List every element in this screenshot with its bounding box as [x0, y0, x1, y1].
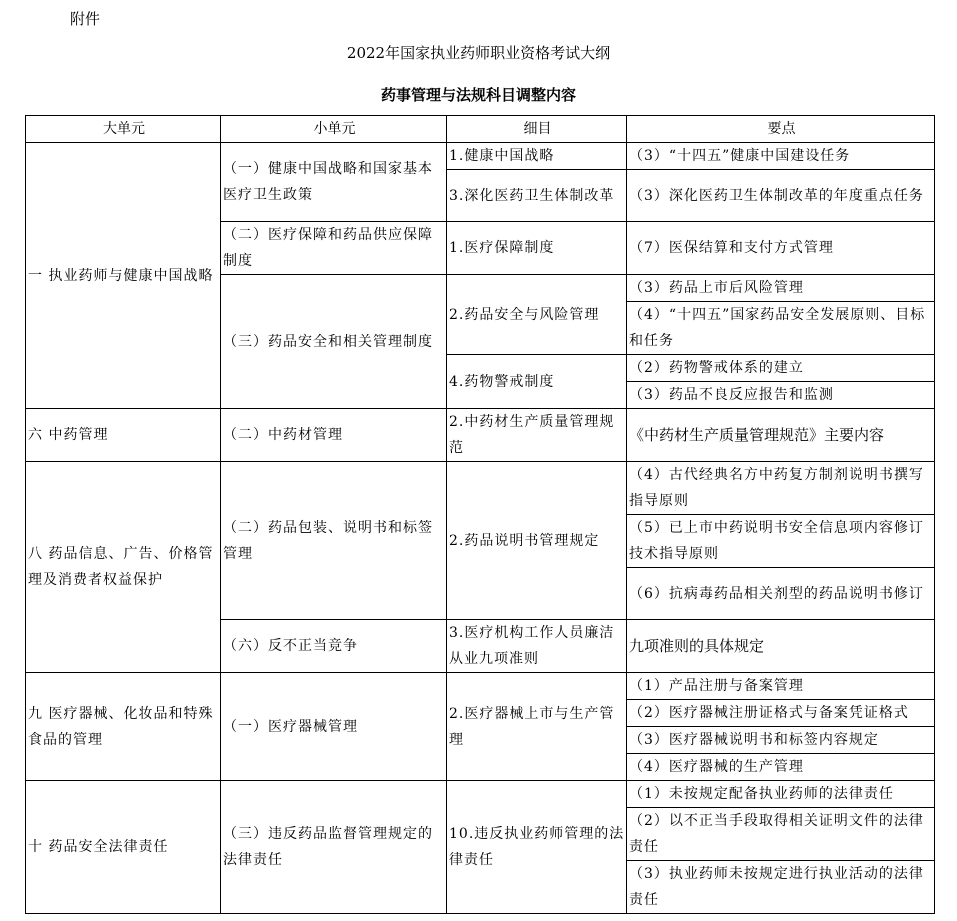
point-cell: （1）未按规定配备执业药师的法律责任	[627, 781, 935, 808]
point-cell: （7）医保结算和支付方式管理	[627, 222, 935, 275]
point-cell: （2）以不正当手段取得相关证明文件的法律责任	[627, 808, 935, 861]
item-cell: 1.健康中国战略	[447, 143, 627, 170]
syllabus-table	[25, 115, 935, 914]
table-row	[26, 143, 935, 170]
document-title: 2022年国家执业药师职业资格考试大纲	[346, 44, 611, 62]
item-cell: 3.医疗机构工作人员廉洁从业九项准则	[447, 620, 627, 673]
point-cell: （3）药品上市后风险管理	[627, 275, 935, 302]
table-row	[26, 462, 935, 515]
table-row	[26, 781, 935, 808]
unit-cell: 九 医疗器械、化妆品和特殊食品的管理	[26, 673, 221, 781]
unit-cell: 六 中药管理	[26, 409, 221, 462]
attachment-label: 附件	[70, 10, 101, 28]
subunit-cell: （一）医疗器械管理	[221, 673, 447, 781]
point-cell: （3）医疗器械说明书和标签内容规定	[627, 727, 935, 754]
subunit-cell: （一）健康中国战略和国家基本医疗卫生政策	[221, 143, 447, 222]
item-cell: 1.医疗保障制度	[447, 222, 627, 275]
point-cell: （5）已上市中药说明书安全信息项内容修订技术指导原则	[627, 515, 935, 568]
point-cell: （3）执业药师未按规定进行执业活动的法律责任	[627, 861, 935, 914]
point-cell: 《中药材生产质量管理规范》主要内容	[627, 409, 935, 462]
table-row	[26, 673, 935, 700]
item-cell: 2.中药材生产质量管理规范	[447, 409, 627, 462]
item-cell: 2.药品安全与风险管理	[447, 275, 627, 355]
header-cell: 小单元	[221, 116, 447, 143]
point-cell: 九项准则的具体规定	[627, 620, 935, 673]
item-cell: 2.医疗器械上市与生产管理	[447, 673, 627, 781]
point-cell: （3）深化医药卫生体制改革的年度重点任务	[627, 170, 935, 222]
point-cell: （4）古代经典名方中药复方制剂说明书撰写指导原则	[627, 462, 935, 515]
point-cell: （2）医疗器械注册证格式与备案凭证格式	[627, 700, 935, 727]
item-cell: 3.深化医药卫生体制改革	[447, 170, 627, 222]
point-cell: （4）“十四五”国家药品安全发展原则、目标和任务	[627, 302, 935, 355]
subunit-cell: （六）反不正当竞争	[221, 620, 447, 673]
point-cell: （4）医疗器械的生产管理	[627, 754, 935, 781]
subunit-cell: （三）药品安全和相关管理制度	[221, 275, 447, 409]
header-cell: 细目	[447, 116, 627, 143]
point-cell: （1）产品注册与备案管理	[627, 673, 935, 700]
table-header-row	[26, 116, 935, 143]
point-cell: （3）“十四五”健康中国建设任务	[627, 143, 935, 170]
document-subtitle: 药事管理与法规科目调整内容	[380, 86, 576, 104]
unit-cell: 十 药品安全法律责任	[26, 781, 221, 914]
subunit-cell: （二）医疗保障和药品供应保障制度	[221, 222, 447, 275]
point-cell: （3）药品不良反应报告和监测	[627, 382, 935, 409]
subunit-cell: （二）药品包装、说明书和标签管理	[221, 462, 447, 620]
subunit-cell: （二）中药材管理	[221, 409, 447, 462]
item-cell: 10.违反执业药师管理的法律责任	[447, 781, 627, 914]
header-cell: 要点	[627, 116, 935, 143]
point-cell: （2）药物警戒体系的建立	[627, 355, 935, 382]
unit-cell: 八 药品信息、广告、价格管理及消费者权益保护	[26, 462, 221, 673]
header-cell: 大单元	[26, 116, 221, 143]
unit-cell: 一 执业药师与健康中国战略	[26, 143, 221, 409]
item-cell: 2.药品说明书管理规定	[447, 462, 627, 620]
subunit-cell: （三）违反药品监督管理规定的法律责任	[221, 781, 447, 914]
point-cell: （6）抗病毒药品相关剂型的药品说明书修订	[627, 568, 935, 620]
item-cell: 4.药物警戒制度	[447, 355, 627, 409]
table-row	[26, 409, 935, 462]
